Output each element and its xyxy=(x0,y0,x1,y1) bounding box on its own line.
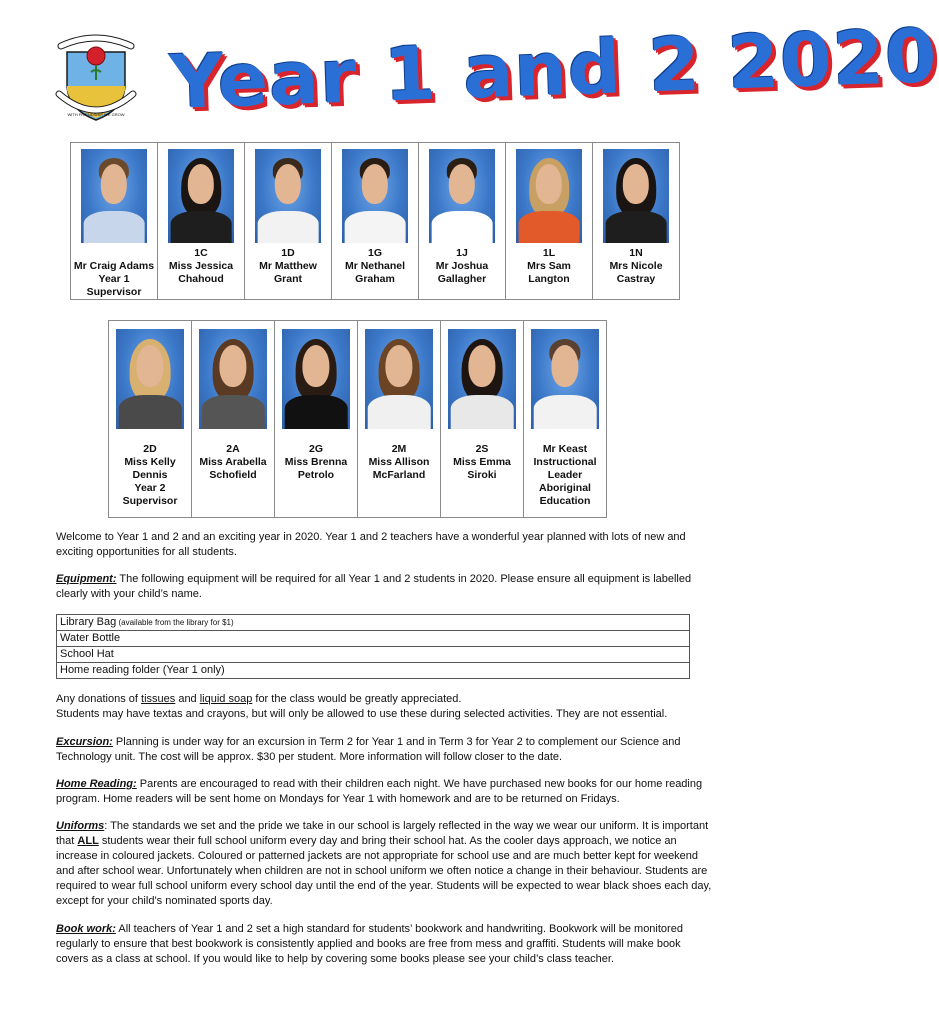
staff-photo xyxy=(365,329,433,429)
staff-caption-line: Mrs Nicole xyxy=(609,260,663,272)
staff-caption-line: Education xyxy=(539,495,591,507)
list-item xyxy=(57,631,690,647)
staff-caption-line: Year 2 xyxy=(134,482,166,494)
school-crest-logo xyxy=(55,34,137,124)
staff-photo xyxy=(81,149,147,243)
uniforms-emphasis: ALL xyxy=(77,835,99,847)
staff-caption-line: Miss Kelly xyxy=(124,456,176,468)
staff-caption-line: Miss Emma xyxy=(453,456,511,468)
staff-table-year2 xyxy=(108,320,607,518)
staff-caption-line: Langton xyxy=(528,273,570,285)
list-item xyxy=(57,663,690,679)
home-reading-paragraph xyxy=(56,777,716,807)
equipment-item-note: (available from the library for $1) xyxy=(116,618,234,627)
staff-caption-line: Miss Arabella xyxy=(199,456,267,468)
equipment-heading: Equipment: xyxy=(56,573,117,585)
staff-table-year1 xyxy=(70,142,680,300)
staff-caption xyxy=(245,243,331,286)
equipment-text: The following equipment will be required for all Year 1 and 2 students in 2020. Please ensure all equipment is labelled clearly with your child’s name. xyxy=(56,573,692,600)
uniforms-text: students wear their full school uniform every day and bring their school hat. As the cooler days approach, we notice an increase in coloured jackets. Coloured or patterned jackets are not appropriate for school use and are much better kept for weekend and after school wear. Unfortunately when children are not in school uniform we often notice a change in their behaviour. Students are required to wear full school uniform every school day until the end of the year. Students will be expected to wear black shoes each day, except for your child’s nominated sports day. xyxy=(56,835,712,907)
staff-caption xyxy=(332,243,418,286)
staff-caption-line: Mr Matthew xyxy=(259,260,317,272)
equipment-paragraph xyxy=(56,572,716,602)
staff-caption-line: Leader Aboriginal xyxy=(539,469,591,494)
list-item xyxy=(57,647,690,663)
staff-caption-line: McFarland xyxy=(372,469,426,481)
staff-caption-line: 2A xyxy=(226,443,240,455)
staff-caption-line: Instructional xyxy=(533,456,597,468)
staff-caption-line: 2G xyxy=(308,443,323,455)
staff-photo xyxy=(282,329,350,429)
staff-card xyxy=(441,321,524,518)
staff-caption-line: 2D xyxy=(143,443,157,455)
staff-card xyxy=(245,143,332,300)
staff-card xyxy=(332,143,419,300)
equipment-list xyxy=(56,614,690,679)
equipment-item-label: Water Bottle xyxy=(60,632,121,644)
staff-card xyxy=(419,143,506,300)
list-item xyxy=(57,615,690,631)
uniforms-paragraph xyxy=(56,819,716,909)
staff-card xyxy=(158,143,245,300)
staff-caption-line: Schofield xyxy=(209,469,257,481)
home-reading-text: Parents are encouraged to read with their children each night. We have purchased new books for our home reading program. Home readers will be sent home on Mondays for Year 1 with homework and are to be returned on Fridays. xyxy=(56,778,703,805)
staff-caption-line: 1G xyxy=(367,247,382,259)
staff-caption-line: Graham xyxy=(355,273,395,285)
staff-card xyxy=(275,321,358,518)
excursion-paragraph xyxy=(56,735,716,765)
staff-caption-line: 2M xyxy=(391,443,407,455)
staff-caption xyxy=(192,429,274,482)
staff-photo xyxy=(116,329,184,429)
staff-caption-line: Supervisor xyxy=(122,495,178,507)
donation-item-tissues: tissues xyxy=(141,693,176,705)
staff-caption-line: Miss Brenna xyxy=(284,456,348,468)
bookwork-heading: Book work: xyxy=(56,923,116,935)
staff-caption-line: Year 1 Supervisor xyxy=(86,273,142,298)
staff-card xyxy=(192,321,275,518)
crest-motto: WITH FRIENDSHIP WE GROW xyxy=(67,112,125,117)
staff-caption-line: Mr Craig Adams xyxy=(73,260,155,272)
excursion-heading: Excursion: xyxy=(56,736,113,748)
donations-text: and xyxy=(175,693,200,705)
staff-caption-line: 1J xyxy=(456,247,468,259)
staff-caption-line: Miss Allison xyxy=(368,456,430,468)
staff-card xyxy=(524,321,607,518)
home-reading-heading: Home Reading: xyxy=(56,778,137,790)
staff-caption xyxy=(524,429,606,508)
staff-caption xyxy=(275,429,357,482)
bookwork-text: All teachers of Year 1 and 2 set a high standard for students’ bookwork and handwriting. Bookwork will be monitored regularly to ensure that best bookwork is consistently applied and books are free from mess and graffiti. Students will make book covers as a class at school. If you would like to help by covering some books please see your child’s class teacher. xyxy=(56,923,683,965)
staff-caption-line: Mr Joshua xyxy=(435,260,489,272)
staff-caption-line: Petrolo xyxy=(297,469,335,481)
staff-card xyxy=(506,143,593,300)
staff-card xyxy=(358,321,441,518)
equipment-item-label: School Hat xyxy=(60,648,114,660)
staff-caption-line: Dennis xyxy=(132,469,168,481)
staff-photo xyxy=(516,149,582,243)
staff-photo xyxy=(168,149,234,243)
donations-paragraph xyxy=(56,692,716,722)
staff-caption xyxy=(158,243,244,286)
staff-photo xyxy=(448,329,516,429)
excursion-text: Planning is under way for an excursion in Term 2 for Year 1 and in Term 3 for Year 2 to complement our Science and Technology unit. The cost will be approx. $30 per student. More information will follow closer to the date. xyxy=(56,736,681,763)
staff-caption-line: Grant xyxy=(273,273,302,285)
intro-paragraph: Welcome to Year 1 and 2 and an exciting year in 2020. Year 1 and 2 teachers have a wonderful year planned with lots of new and exciting opportunities for all students. xyxy=(56,531,686,558)
uniforms-heading: Uniforms xyxy=(56,820,105,832)
staff-caption xyxy=(506,243,592,286)
staff-caption xyxy=(71,243,157,299)
staff-caption-line: 2S xyxy=(475,443,489,455)
donations-text: Any donations of xyxy=(56,693,142,705)
staff-photo xyxy=(199,329,267,429)
donations-text: for the class would be greatly appreciated. xyxy=(252,693,462,705)
staff-caption-line: Castray xyxy=(616,273,656,285)
staff-photo xyxy=(342,149,408,243)
uniforms-text: : The standards we set and the pride we take in our school is largely reflected in the way we wear our uniform. It is important that xyxy=(56,820,709,847)
staff-photo xyxy=(255,149,321,243)
staff-caption xyxy=(109,429,191,508)
staff-caption-line: Miss Jessica xyxy=(168,260,234,272)
staff-caption xyxy=(593,243,679,286)
staff-caption-line: Siroki xyxy=(467,469,497,481)
staff-caption-line: 1C xyxy=(194,247,208,259)
staff-caption-line: Mr Nethanel xyxy=(344,260,406,272)
staff-caption-line: 1L xyxy=(542,247,556,259)
staff-caption-line: Mr Keast xyxy=(542,443,588,455)
staff-photo xyxy=(531,329,599,429)
staff-caption-line: Chahoud xyxy=(178,273,224,285)
staff-caption xyxy=(419,243,505,286)
staff-card xyxy=(593,143,680,300)
staff-caption-line: Gallagher xyxy=(437,273,487,285)
staff-card xyxy=(71,143,158,300)
equipment-item-label: Home reading folder (Year 1 only) xyxy=(60,664,225,676)
staff-caption-line: 1D xyxy=(281,247,295,259)
staff-photo xyxy=(429,149,495,243)
staff-caption xyxy=(358,429,440,482)
bookwork-paragraph xyxy=(56,922,716,967)
donation-item-soap: liquid soap xyxy=(199,693,253,705)
equipment-item-label: Library Bag xyxy=(60,616,117,628)
staff-caption-line: 1N xyxy=(629,247,643,259)
staff-caption-line: Mrs Sam xyxy=(527,260,571,272)
staff-card xyxy=(109,321,192,518)
staff-photo xyxy=(603,149,669,243)
page-title: Year 1 and 2 2020 xyxy=(168,13,939,126)
donations-line2: Students may have textas and crayons, but will only be allowed to use these during selected activities. They are not essential. xyxy=(56,708,668,720)
staff-caption xyxy=(441,429,523,482)
